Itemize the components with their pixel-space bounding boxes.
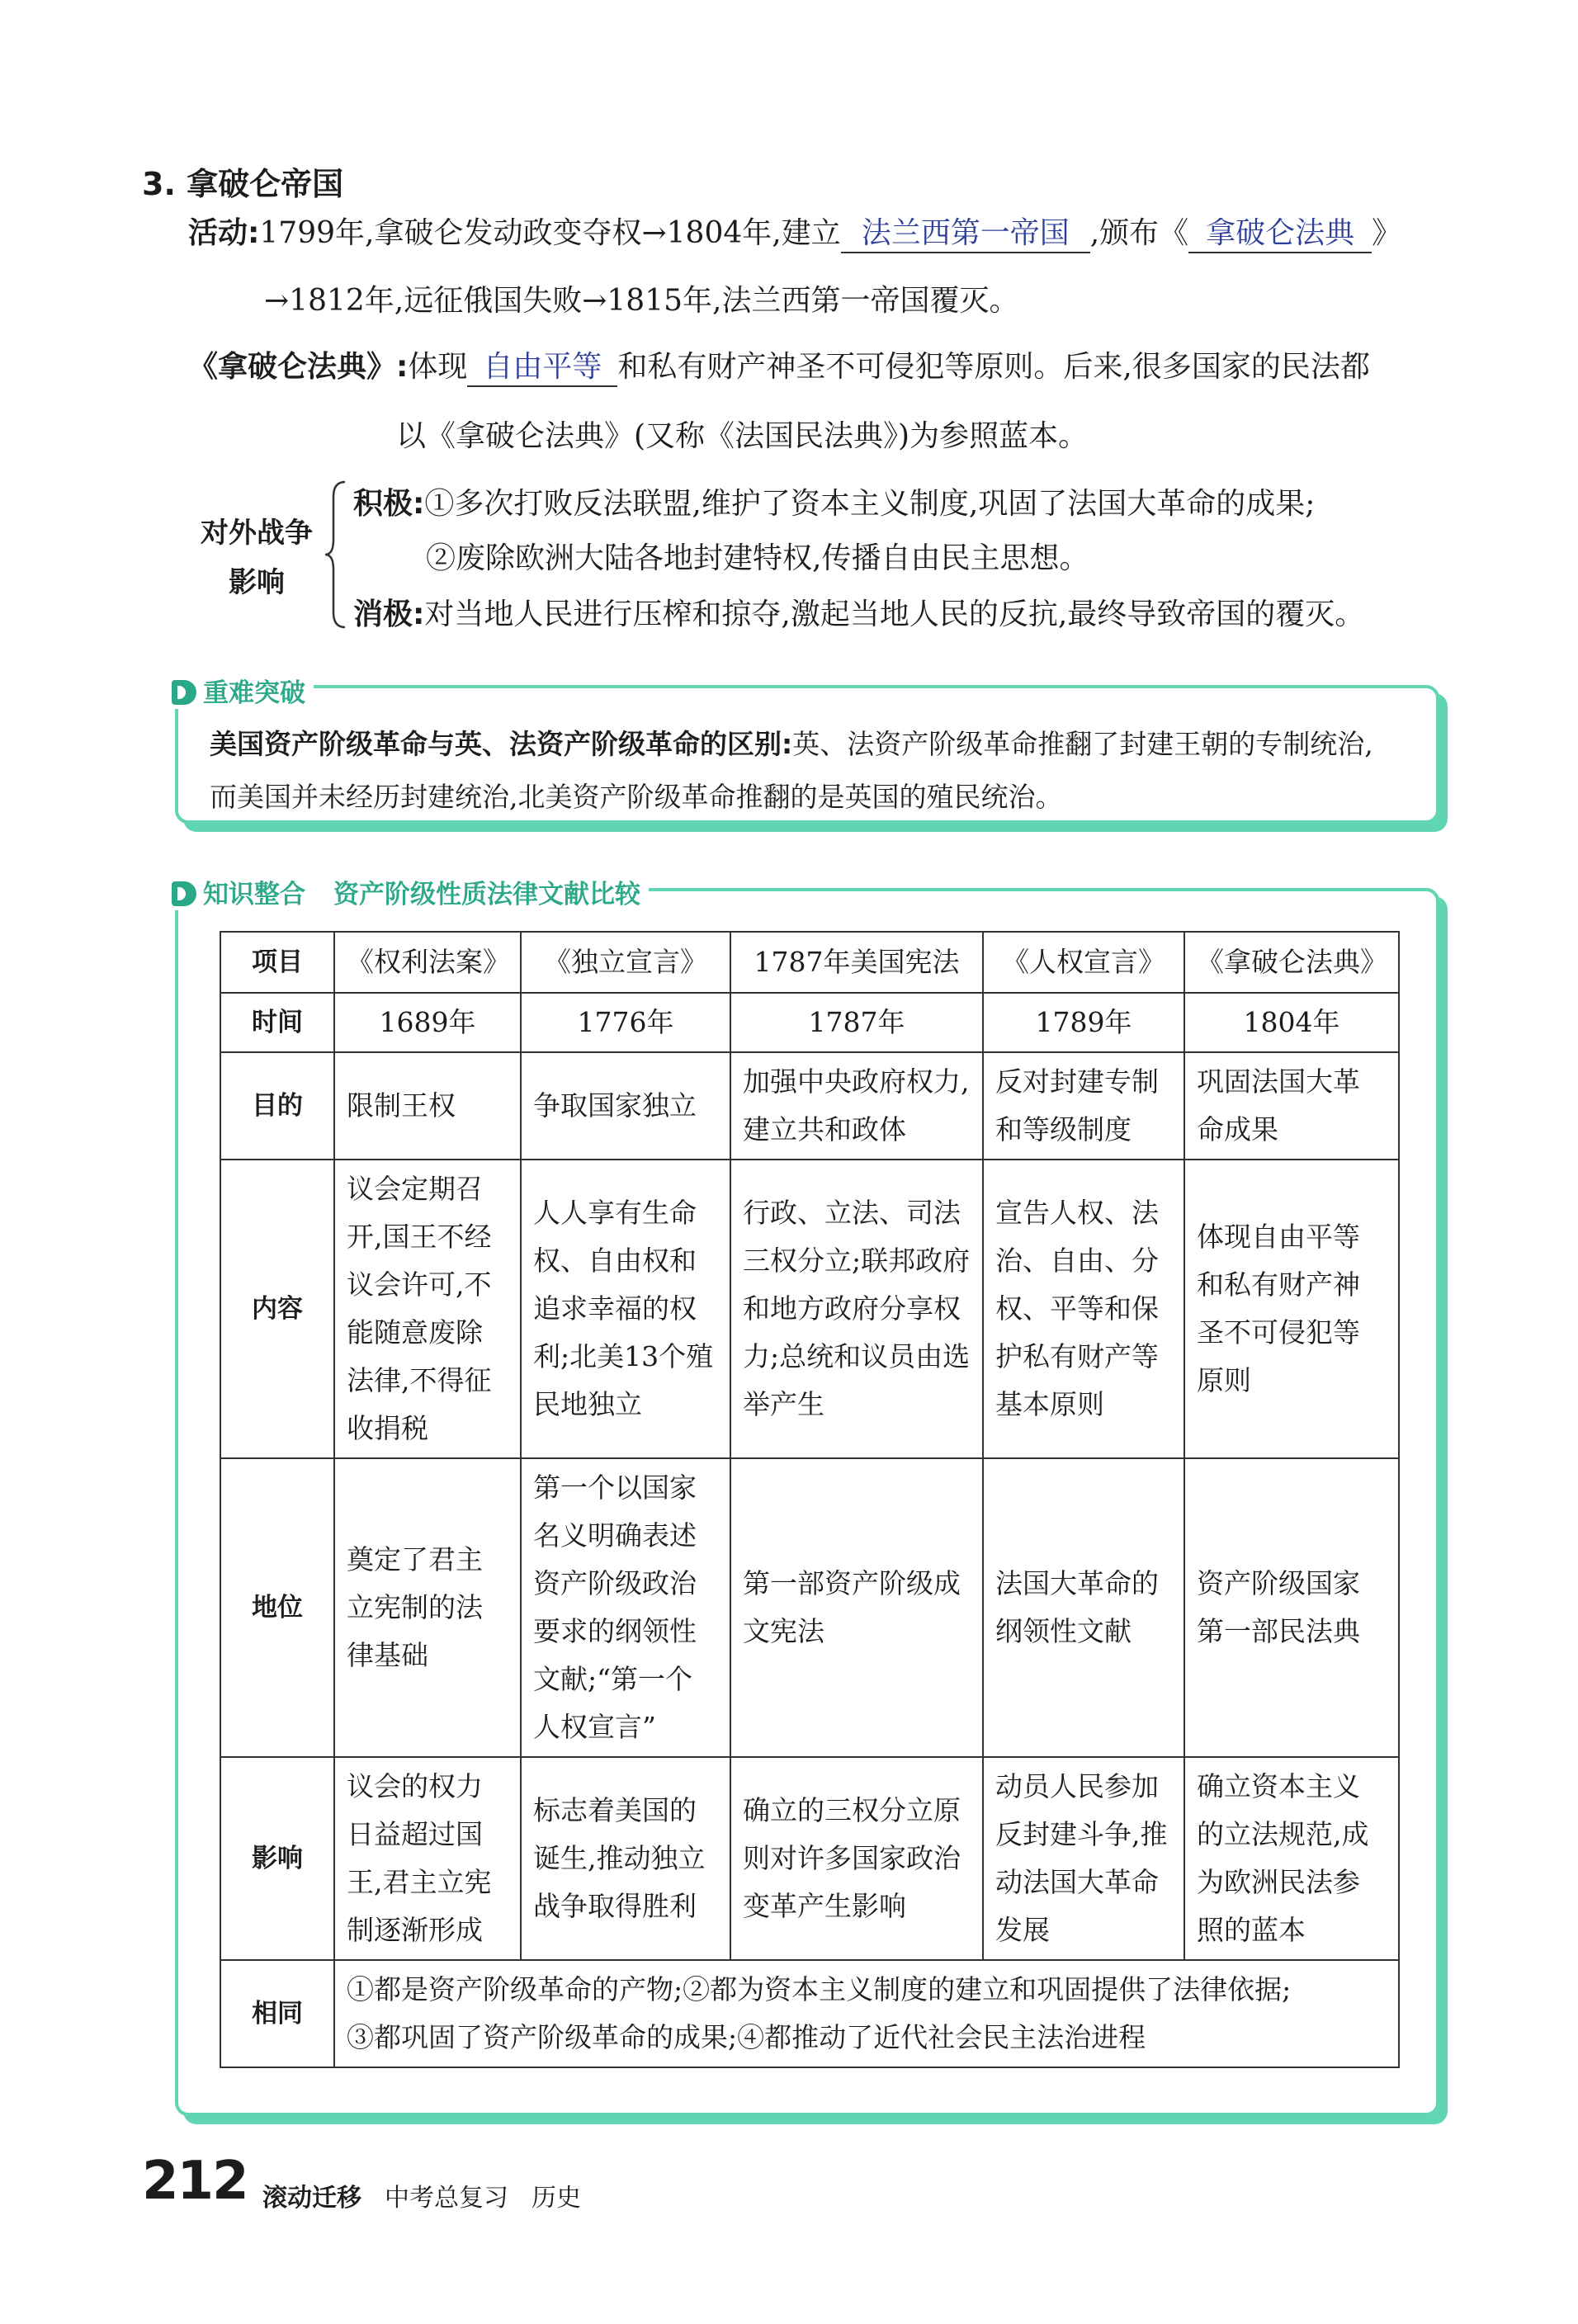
table-cell: 资产阶级国家第一部民法典	[1184, 1458, 1399, 1757]
negative-line	[353, 591, 1364, 633]
table-cell: 反对封建专制和等级制度	[983, 1052, 1184, 1160]
focus-line-2: 而美国并未经历封建统治,北美资产阶级革命推翻的是英国的殖民统治。	[210, 781, 1063, 813]
table-header-row	[220, 932, 1399, 993]
table-cell: 体现自由平等和私有财产神圣不可侵犯等原则	[1184, 1160, 1399, 1458]
row-label: 时间	[220, 993, 334, 1052]
table-cell: 限制王权	[334, 1052, 521, 1160]
war-impact-label-2: 影响	[229, 566, 285, 599]
table-row	[220, 1052, 1399, 1160]
activity-line-2: →1812年,远征俄国失败→1815年,法兰西第一帝国覆灭。	[264, 284, 1019, 318]
activity-line-1	[188, 210, 1401, 253]
row-label: 影响	[220, 1757, 334, 1960]
war-impact-label-1: 对外战争	[201, 517, 313, 550]
activity-text-a: 1799年,拿破仑发动政变夺权→1804年,建立	[259, 216, 841, 250]
table-cell: 1789年	[983, 993, 1184, 1052]
section-title: 3. 拿破仑帝国	[142, 166, 344, 202]
header-cell: 1787年美国宪法	[730, 932, 983, 993]
comparison-table	[220, 931, 1400, 2068]
answer-blank-empire: 法兰西第一帝国	[841, 215, 1090, 253]
row-label: 内容	[220, 1160, 334, 1458]
table-cell: 确立资本主义的立法规范,成为欧洲民法参照的蓝本	[1184, 1757, 1399, 1960]
table-cell: 巩固法国大革命成果	[1184, 1052, 1399, 1160]
code-text-a: 体现	[408, 350, 468, 384]
positive-label: 积极:	[353, 487, 425, 521]
common-line-2: ③都巩固了资产阶级革命的成果;④都推动了近代社会民主法治进程	[347, 2021, 1146, 2053]
row-label: 相同	[220, 1960, 334, 2067]
table-row	[220, 1458, 1399, 1757]
row-label: 目的	[220, 1052, 334, 1160]
table-cell: 1776年	[521, 993, 730, 1052]
footer-book: 中考总复习	[385, 2184, 508, 2213]
positive-text-1: ①多次打败反法联盟,维护了资本主义制度,巩固了法国大革命的成果;	[424, 487, 1316, 521]
curly-brace	[324, 480, 348, 629]
table-cell: 动员人民参加反封建斗争,推动法国大革命发展	[983, 1757, 1184, 1960]
table-row	[220, 1757, 1399, 1960]
section-marker-icon	[172, 680, 196, 705]
table-row	[220, 1960, 1399, 2067]
table-cell: 行政、立法、司法三权分立;联邦政府和地方政府分享权力;总统和议员由选举产生	[730, 1160, 983, 1458]
code-line-2: 以《拿破仑法典》(又称《法国民法典》)为参照蓝本。	[396, 419, 1089, 453]
activity-text-b: ,颁布《	[1089, 216, 1189, 250]
table-cell: 议会定期召开,国王不经议会许可,不能随意废除法律,不得征收捐税	[334, 1160, 521, 1458]
header-cell: 项目	[220, 932, 334, 993]
activity-text-c: 》	[1372, 216, 1402, 250]
page-number: 212	[142, 2151, 248, 2212]
header-cell: 《人权宣言》	[983, 932, 1184, 993]
positive-line-2: ②废除欧洲大陆各地封建特权,传播自由民主思想。	[426, 541, 1089, 575]
focus-lead: 美国资产阶级革命与英、法资产阶级革命的区别:	[210, 728, 793, 760]
table-cell: 法国大革命的纲领性文献	[983, 1458, 1184, 1757]
header-cell: 《独立宣言》	[521, 932, 730, 993]
table-cell: 争取国家独立	[521, 1052, 730, 1160]
negative-label: 消极:	[353, 598, 425, 631]
table-cell: 议会的权力日益超过国王,君主立宪制逐渐形成	[334, 1757, 521, 1960]
war-impact-label	[187, 508, 327, 607]
focus-text-1: 英、法资产阶级革命推翻了封建王朝的专制统治,	[792, 728, 1373, 760]
table-cell: 人人享有生命权、自由权和追求幸福的权利;北美13个殖民地独立	[521, 1160, 730, 1458]
table-cell: 确立的三权分立原则对许多国家政治变革产生影响	[730, 1757, 983, 1960]
row-label: 地位	[220, 1458, 334, 1757]
table-row	[220, 993, 1399, 1052]
footer-series: 滚动迁移	[262, 2184, 361, 2213]
focus-line-1	[210, 723, 1373, 762]
table-cell: 1689年	[334, 993, 521, 1052]
table-row	[220, 1160, 1399, 1458]
code-line-1	[188, 343, 1370, 387]
code-text-b: 和私有财产神圣不可侵犯等原则。后来,很多国家的民法都	[617, 350, 1370, 384]
code-label: 《拿破仑法典》:	[188, 350, 409, 384]
table-cell: 标志着美国的诞生,推动独立战争取得胜利	[521, 1757, 730, 1960]
table-cell: 奠定了君主立宪制的法律基础	[334, 1458, 521, 1757]
activity-label: 活动:	[188, 216, 260, 250]
table-cell: 1804年	[1184, 993, 1399, 1052]
header-cell: 《权利法案》	[334, 932, 521, 993]
integration-badge-text: 知识整合	[203, 880, 305, 909]
table-cell: 宣告人权、法治、自由、分权、平等和保护私有财产等基本原则	[983, 1160, 1184, 1458]
common-line-1: ①都是资产阶级革命的产物;②都为资本主义制度的建立和巩固提供了法律依据;	[347, 1973, 1292, 2005]
section-marker-icon	[172, 881, 196, 906]
integration-subtitle: 资产阶级性质法律文献比较	[333, 880, 640, 909]
positive-line-1	[353, 480, 1315, 522]
footer-text	[262, 2177, 581, 2213]
negative-text: 对当地人民进行压榨和掠夺,激起当地人民的反抗,最终导致帝国的覆灭。	[424, 598, 1365, 631]
header-cell: 《拿破仑法典》	[1184, 932, 1399, 993]
integration-badge	[172, 873, 649, 910]
table-cell: 第一部资产阶级成文宪法	[730, 1458, 983, 1757]
table-cell: 1787年	[730, 993, 983, 1052]
table-cell: 加强中央政府权力,建立共和政体	[730, 1052, 983, 1160]
common-cell	[334, 1960, 1399, 2067]
focus-badge-text: 重难突破	[203, 678, 305, 708]
footer-subject: 历史	[532, 2184, 581, 2213]
answer-blank-principle: 自由平等	[467, 349, 617, 387]
table-cell: 第一个以国家名义明确表述资产阶级政治要求的纲领性文献;“第一个人权宣言”	[521, 1458, 730, 1757]
answer-blank-code: 拿破仑法典	[1188, 215, 1372, 253]
focus-badge	[172, 672, 314, 709]
